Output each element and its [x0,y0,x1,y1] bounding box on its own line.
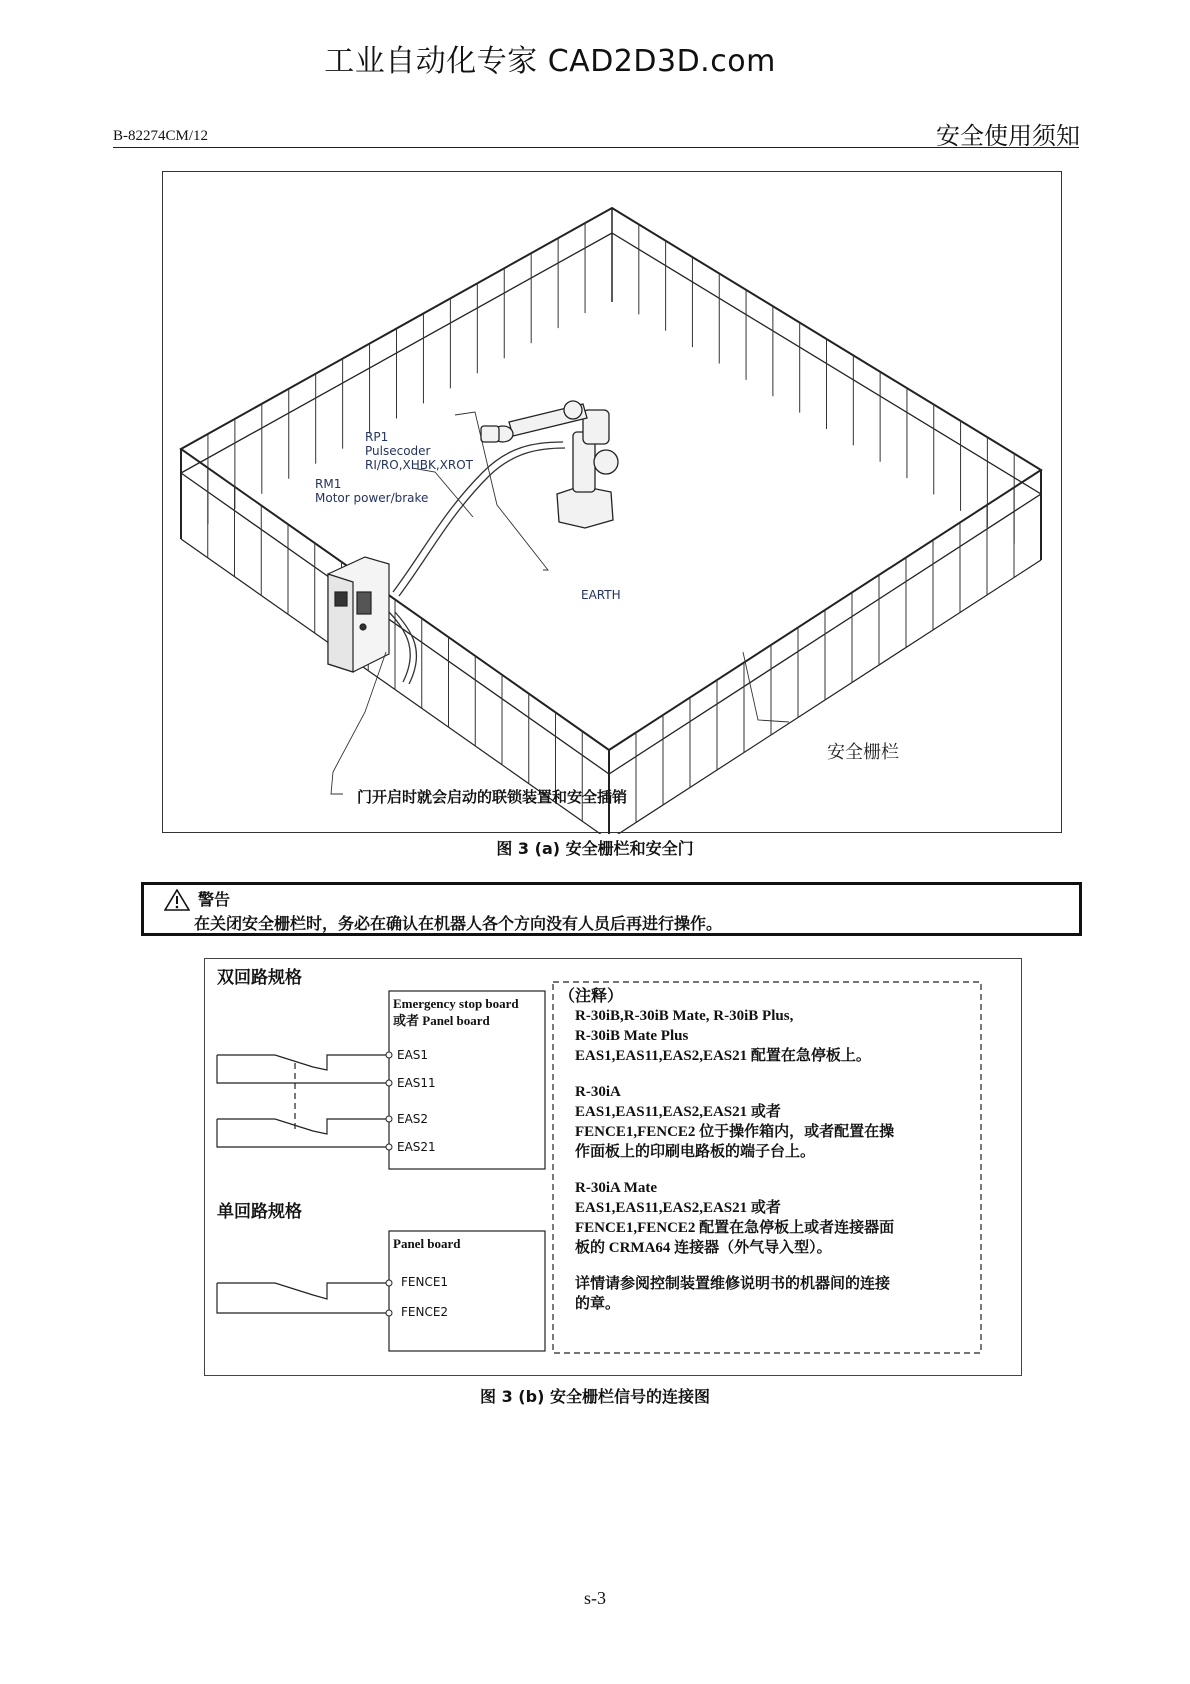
note-line: 详情请参阅控制装置维修说明书的机器间的连接 [575,1276,891,1292]
header-rule [113,147,1079,148]
single-circuit-label: 单回路规格 [217,1202,302,1222]
note-line: FENCE1,FENCE2 位于操作箱内，或者配置在操 [575,1124,895,1140]
note-line: R-30iA Mate [575,1180,658,1196]
emergency-stop-board-title [393,995,519,1029]
figure-connection-diagram [204,958,1022,1376]
note-line: R-30iB Mate Plus [575,1028,689,1044]
fence-label: 安全栅栏 [827,742,899,763]
terminal-fence2: FENCE2 [401,1305,449,1319]
terminal-eas11: EAS11 [397,1076,436,1090]
warning-box [141,882,1082,936]
watermark-title: 工业自动化专家 CAD2D3D.com [324,44,776,79]
note-line: 作面板上的印刷电路板的端子台上。 [575,1144,816,1160]
rp1-title: RP1 [365,430,389,444]
terminal-eas21: EAS21 [397,1140,436,1154]
terminal-eas2: EAS2 [397,1112,429,1126]
warning-triangle-icon [164,889,190,911]
warning-title: 警告 [198,890,231,909]
document-id: B-82274CM/12 [113,128,209,144]
door-interlock-label: 门开启时就会启动的联锁装置和安全插销 [357,788,628,806]
earth-label: EARTH [581,588,621,602]
rm1-title: RM1 [315,477,342,491]
rp1-label [365,430,473,472]
note-line: EAS1,EAS11,EAS2,EAS21 配置在急停板上。 [575,1048,871,1064]
section-title: 安全使用须知 [936,122,1080,150]
rm1-label [315,477,428,505]
note-line: R-30iB,R-30iB Mate, R-30iB Plus, [575,1008,794,1024]
note-line: 板的 CRMA64 连接器（外气导入型）。 [575,1240,832,1256]
note-line: EAS1,EAS11,EAS2,EAS21 或者 [575,1200,781,1216]
notes-panel [553,983,983,1353]
page-number: s-3 [584,1588,606,1608]
note-line: 的章。 [575,1296,621,1312]
figure-safety-fence [162,171,1062,833]
warning-text: 在关闭安全栅栏时，务必在确认在机器人各个方向没有人员后再进行操作。 [194,914,723,933]
figure-b-caption: 图 3 (b) 安全栅栏信号的连接图 [480,1387,710,1406]
note-line: EAS1,EAS11,EAS2,EAS21 或者 [575,1104,781,1120]
rp1-line1: Pulsecoder [365,444,431,458]
dual-circuit-label: 双回路规格 [217,968,302,988]
board1-line1: Emergency stop board [393,996,519,1011]
fence-illustration [163,172,1063,834]
figure-a-caption: 图 3 (a) 安全栅栏和安全门 [496,839,694,858]
terminal-fence1: FENCE1 [401,1275,449,1289]
board1-line2: 或者 Panel board [393,1013,490,1028]
notes-heading: （注释） [559,986,624,1005]
rm1-line1: Motor power/brake [315,491,429,505]
panel-board-title: Panel board [393,1236,461,1251]
terminal-eas1: EAS1 [397,1048,429,1062]
note-line: R-30iA [575,1084,621,1100]
note-line: FENCE1,FENCE2 配置在急停板上或者连接器面 [575,1220,895,1236]
rp1-line2: RI/RO,XHBK,XROT [365,458,474,472]
